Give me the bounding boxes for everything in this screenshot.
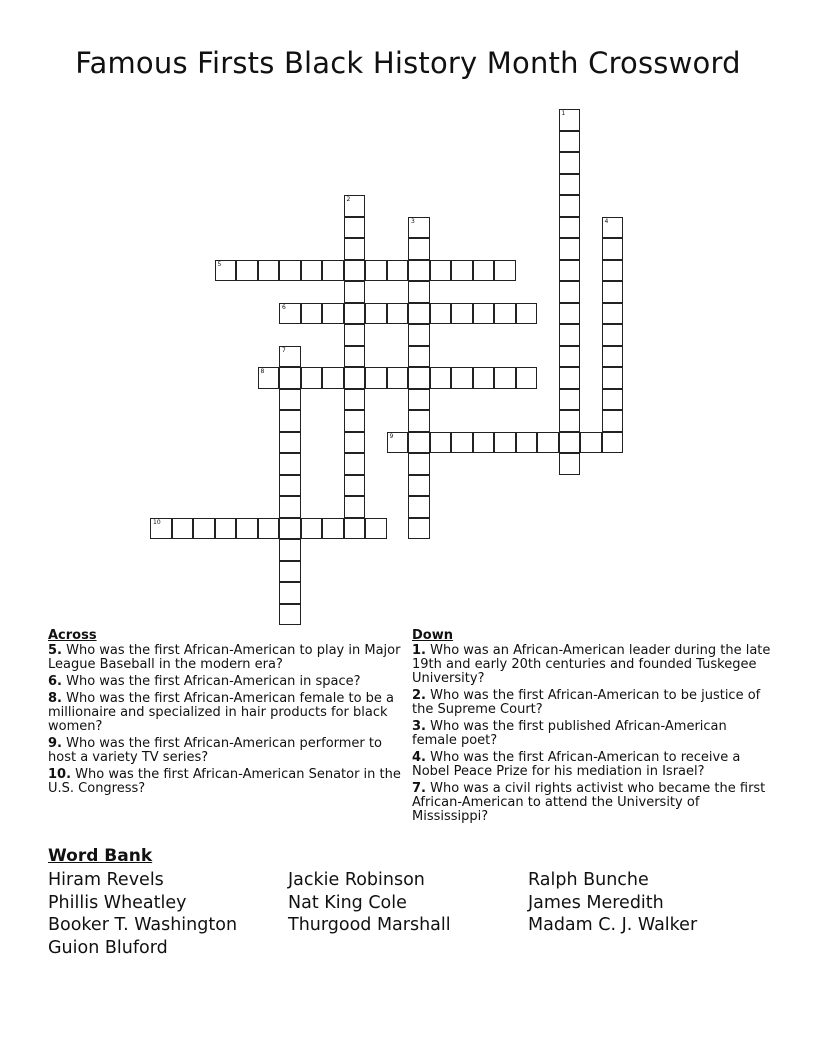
clue-across-6 bbox=[48, 675, 406, 689]
crossword-cell[interactable] bbox=[559, 131, 581, 153]
crossword-cell[interactable] bbox=[236, 518, 258, 540]
crossword-cell[interactable] bbox=[279, 539, 301, 561]
crossword-cell[interactable] bbox=[602, 303, 624, 325]
cell-number: 10 bbox=[153, 518, 161, 526]
crossword-cell[interactable] bbox=[408, 324, 430, 346]
crossword-cell[interactable] bbox=[150, 518, 172, 540]
crossword-cell[interactable] bbox=[602, 217, 624, 239]
clue-text: Who was the first African-American Senator in the U.S. Congress? bbox=[48, 767, 401, 796]
crossword-cell[interactable] bbox=[559, 238, 581, 260]
crossword-cell[interactable] bbox=[408, 303, 430, 325]
crossword-cell[interactable] bbox=[580, 432, 602, 454]
crossword-cell[interactable] bbox=[344, 367, 366, 389]
crossword-cell[interactable] bbox=[408, 281, 430, 303]
crossword-cell[interactable] bbox=[602, 367, 624, 389]
crossword-cell[interactable] bbox=[301, 518, 323, 540]
word-bank-item: Thurgood Marshall bbox=[288, 915, 451, 936]
crossword-cell[interactable] bbox=[344, 389, 366, 411]
crossword-cell[interactable] bbox=[387, 432, 409, 454]
crossword-cell[interactable] bbox=[172, 518, 194, 540]
clue-number: 2. bbox=[412, 688, 426, 703]
crossword-cell[interactable] bbox=[451, 367, 473, 389]
crossword-cell[interactable] bbox=[322, 260, 344, 282]
crossword-cell[interactable] bbox=[344, 496, 366, 518]
clue-number: 6. bbox=[48, 674, 62, 689]
crossword-cell[interactable] bbox=[279, 561, 301, 583]
crossword-cell[interactable] bbox=[344, 518, 366, 540]
crossword-cell[interactable] bbox=[559, 389, 581, 411]
crossword-cell[interactable] bbox=[344, 324, 366, 346]
crossword-cell[interactable] bbox=[430, 432, 452, 454]
crossword-cell[interactable] bbox=[559, 432, 581, 454]
crossword-cell[interactable] bbox=[215, 260, 237, 282]
crossword-cell[interactable] bbox=[301, 303, 323, 325]
crossword-cell[interactable] bbox=[322, 367, 344, 389]
crossword-cell[interactable] bbox=[473, 432, 495, 454]
crossword-cell[interactable] bbox=[516, 303, 538, 325]
clue-number: 10. bbox=[48, 767, 72, 782]
crossword-cell[interactable] bbox=[344, 432, 366, 454]
crossword-cell[interactable] bbox=[602, 432, 624, 454]
crossword-cell[interactable] bbox=[279, 582, 301, 604]
word-bank-item: Hiram Revels bbox=[48, 870, 164, 890]
clue-number: 9. bbox=[48, 736, 62, 751]
clue-down-4 bbox=[412, 751, 772, 779]
clue-text: Who was the first African-American to be justice of the Supreme Court? bbox=[412, 688, 761, 717]
crossword-cell[interactable] bbox=[408, 410, 430, 432]
clue-text: Who was the first African-American performer to host a variety TV series? bbox=[48, 736, 382, 765]
crossword-cell[interactable] bbox=[408, 346, 430, 368]
crossword-cell[interactable] bbox=[279, 475, 301, 497]
cell-number: 5 bbox=[217, 260, 222, 268]
crossword-cell[interactable] bbox=[559, 195, 581, 217]
crossword-cell[interactable] bbox=[430, 367, 452, 389]
clue-down-7 bbox=[412, 782, 772, 824]
crossword-cell[interactable] bbox=[408, 453, 430, 475]
clue-text: Who was the first African-American to play in Major League Baseball in the modern era? bbox=[48, 643, 401, 672]
crossword-cell[interactable] bbox=[279, 604, 301, 626]
crossword-cell[interactable] bbox=[473, 367, 495, 389]
crossword-cell[interactable] bbox=[559, 346, 581, 368]
crossword-cell[interactable] bbox=[279, 260, 301, 282]
crossword-cell[interactable] bbox=[408, 367, 430, 389]
crossword-cell[interactable] bbox=[344, 260, 366, 282]
crossword-cell[interactable] bbox=[279, 496, 301, 518]
crossword-cell[interactable] bbox=[344, 475, 366, 497]
clue-down-3 bbox=[412, 720, 772, 748]
crossword-cell[interactable] bbox=[344, 238, 366, 260]
crossword-cell[interactable] bbox=[559, 410, 581, 432]
crossword-cell[interactable] bbox=[301, 367, 323, 389]
crossword-cell[interactable] bbox=[236, 260, 258, 282]
down-clues bbox=[412, 629, 772, 827]
crossword-cell[interactable] bbox=[559, 260, 581, 282]
crossword-cell[interactable] bbox=[408, 475, 430, 497]
crossword-cell[interactable] bbox=[602, 346, 624, 368]
crossword-cell[interactable] bbox=[258, 367, 280, 389]
word-bank-item: James Meredith bbox=[528, 892, 664, 913]
crossword-cell[interactable] bbox=[215, 518, 237, 540]
crossword-cell[interactable] bbox=[322, 518, 344, 540]
crossword-cell[interactable] bbox=[451, 260, 473, 282]
crossword-cell[interactable] bbox=[387, 303, 409, 325]
down-heading: Down bbox=[412, 628, 453, 643]
crossword-cell[interactable] bbox=[408, 496, 430, 518]
cell-number: 8 bbox=[260, 368, 265, 375]
clue-text: Who was the first African-American in space? bbox=[66, 674, 361, 689]
word-bank bbox=[48, 845, 768, 960]
crossword-cell[interactable] bbox=[516, 367, 538, 389]
crossword-cell[interactable] bbox=[559, 217, 581, 239]
crossword-cell[interactable] bbox=[602, 260, 624, 282]
clue-number: 4. bbox=[412, 750, 426, 765]
word-bank-item: Phillis Wheatley bbox=[48, 892, 187, 913]
crossword-cell[interactable] bbox=[537, 432, 559, 454]
clue-across-10 bbox=[48, 768, 406, 796]
cell-number: 6 bbox=[282, 303, 286, 311]
crossword-cell[interactable] bbox=[559, 303, 581, 325]
crossword-cell[interactable] bbox=[602, 281, 624, 303]
crossword-cell[interactable] bbox=[365, 260, 387, 282]
crossword-cell[interactable] bbox=[344, 410, 366, 432]
crossword-cell[interactable] bbox=[559, 152, 581, 174]
crossword-cell[interactable] bbox=[279, 303, 301, 325]
clue-number: 3. bbox=[412, 719, 426, 734]
crossword-cell[interactable] bbox=[279, 389, 301, 411]
crossword-cell[interactable] bbox=[473, 303, 495, 325]
crossword-cell[interactable] bbox=[344, 346, 366, 368]
across-heading: Across bbox=[48, 628, 97, 643]
cell-number: 9 bbox=[389, 432, 394, 440]
crossword-cell[interactable] bbox=[559, 453, 581, 475]
clue-number: 1. bbox=[412, 643, 426, 658]
cell-number: 1 bbox=[561, 110, 566, 117]
cell-number: 4 bbox=[604, 217, 609, 225]
crossword-cell[interactable] bbox=[387, 260, 409, 282]
crossword-cell[interactable] bbox=[344, 453, 366, 475]
crossword-cell[interactable] bbox=[365, 518, 387, 540]
clue-text: Who was the first African-American female to be a millionaire and specialized in hair products for black women? bbox=[48, 691, 395, 734]
page-title: Famous Firsts Black History Month Crossword bbox=[75, 46, 741, 80]
crossword-cell[interactable] bbox=[408, 217, 430, 239]
crossword-cell[interactable] bbox=[279, 453, 301, 475]
crossword-cell[interactable] bbox=[494, 260, 516, 282]
crossword-cell[interactable] bbox=[322, 303, 344, 325]
crossword-cell[interactable] bbox=[387, 367, 409, 389]
clue-across-9 bbox=[48, 737, 406, 765]
crossword-cell[interactable] bbox=[559, 109, 581, 131]
clue-number: 5. bbox=[48, 643, 62, 658]
clue-text: Who was an African-American leader during the late 19th and early 20th centuries and founded Tuskegee University? bbox=[412, 643, 771, 686]
clue-text: Who was the first African-American to receive a Nobel Peace Prize for his mediation in Israel? bbox=[412, 750, 741, 779]
word-bank-item: Booker T. Washington bbox=[48, 915, 238, 936]
crossword-cell[interactable] bbox=[344, 303, 366, 325]
crossword-cell[interactable] bbox=[473, 260, 495, 282]
crossword-cell[interactable] bbox=[494, 303, 516, 325]
crossword-cell[interactable] bbox=[301, 260, 323, 282]
crossword-cell[interactable] bbox=[451, 303, 473, 325]
crossword-cell[interactable] bbox=[494, 432, 516, 454]
crossword-cell[interactable] bbox=[365, 367, 387, 389]
crossword-cell[interactable] bbox=[408, 389, 430, 411]
crossword-cell[interactable] bbox=[430, 303, 452, 325]
word-bank-item: Ralph Bunche bbox=[528, 870, 649, 890]
crossword-cell[interactable] bbox=[559, 324, 581, 346]
crossword-cell[interactable] bbox=[602, 324, 624, 346]
crossword-cell[interactable] bbox=[516, 432, 538, 454]
clue-down-2 bbox=[412, 689, 772, 717]
crossword-cell[interactable] bbox=[279, 410, 301, 432]
crossword-cell[interactable] bbox=[602, 238, 624, 260]
crossword-cell[interactable] bbox=[430, 260, 452, 282]
word-bank-heading: Word Bank bbox=[48, 846, 153, 866]
crossword-cell[interactable] bbox=[451, 432, 473, 454]
cell-number: 2 bbox=[346, 196, 351, 203]
crossword-cell[interactable] bbox=[408, 238, 430, 260]
crossword-cell[interactable] bbox=[279, 432, 301, 454]
crossword-cell[interactable] bbox=[602, 389, 624, 411]
word-bank-item: Jackie Robinson bbox=[288, 870, 425, 890]
clue-number: 8. bbox=[48, 691, 62, 706]
crossword-cell[interactable] bbox=[258, 518, 280, 540]
crossword-cell[interactable] bbox=[602, 410, 624, 432]
cell-number: 7 bbox=[282, 346, 286, 354]
crossword-cell[interactable] bbox=[408, 260, 430, 282]
crossword-cell[interactable] bbox=[193, 518, 215, 540]
clue-text: Who was the first published African-American female poet? bbox=[412, 719, 727, 748]
crossword-cell[interactable] bbox=[408, 432, 430, 454]
clue-across-5 bbox=[48, 644, 406, 672]
across-clues bbox=[48, 629, 406, 799]
crossword-cell[interactable] bbox=[279, 346, 301, 368]
word-bank-item: Madam C. J. Walker bbox=[528, 915, 698, 936]
crossword-cell[interactable] bbox=[494, 367, 516, 389]
crossword-cell[interactable] bbox=[344, 217, 366, 239]
crossword-cell[interactable] bbox=[344, 195, 366, 217]
crossword-cell[interactable] bbox=[559, 367, 581, 389]
crossword-cell[interactable] bbox=[559, 174, 581, 196]
crossword-cell[interactable] bbox=[258, 260, 280, 282]
crossword-cell[interactable] bbox=[559, 281, 581, 303]
clue-number: 7. bbox=[412, 781, 426, 796]
word-bank-item: Nat King Cole bbox=[288, 892, 407, 913]
clue-down-1 bbox=[412, 644, 772, 686]
crossword-cell[interactable] bbox=[408, 518, 430, 540]
crossword-cell[interactable] bbox=[365, 303, 387, 325]
crossword-cell[interactable] bbox=[279, 367, 301, 389]
word-bank-item: Guion Bluford bbox=[48, 938, 168, 959]
crossword-cell[interactable] bbox=[344, 281, 366, 303]
crossword-cell[interactable] bbox=[279, 518, 301, 540]
clue-across-8 bbox=[48, 692, 406, 734]
clue-text: Who was a civil rights activist who became the first African-American to attend the University of Mississippi? bbox=[412, 781, 766, 824]
cell-number: 3 bbox=[411, 217, 415, 225]
